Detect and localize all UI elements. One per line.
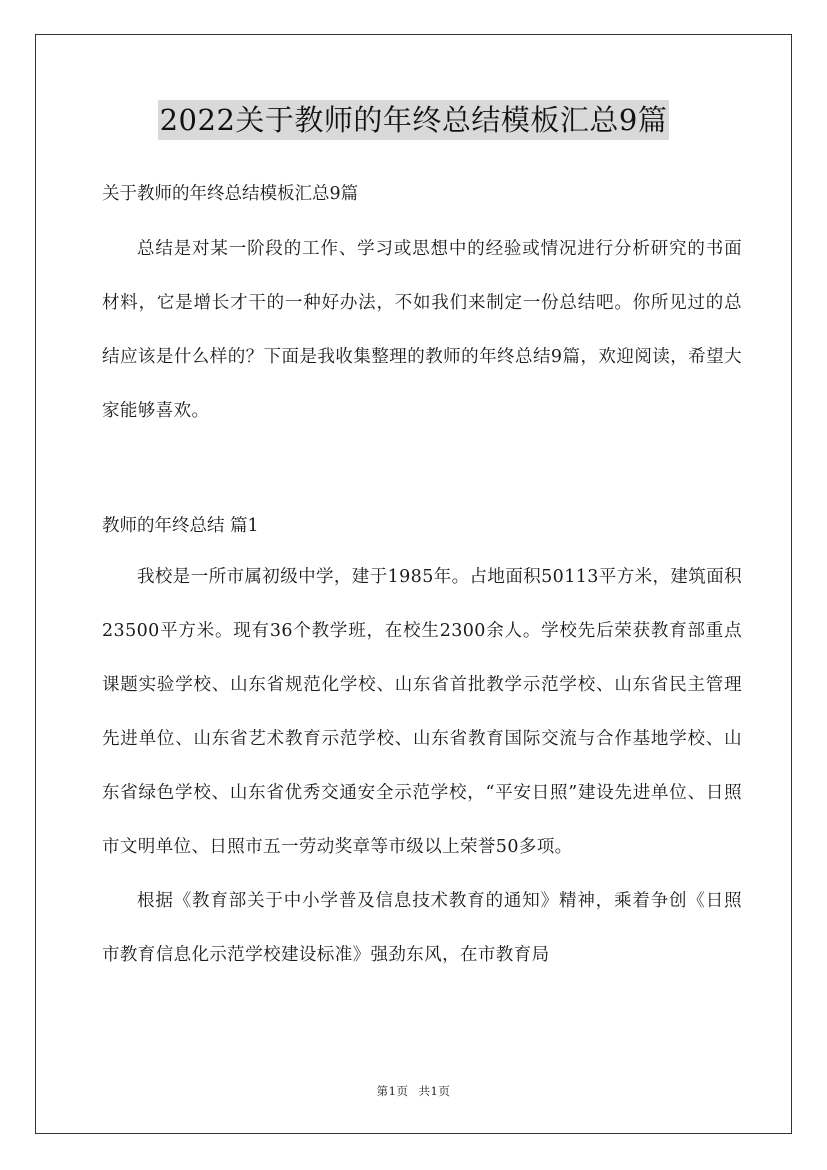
section-heading: 教师的年终总结 篇1 bbox=[102, 516, 259, 536]
document-body bbox=[102, 176, 742, 982]
page-total: 共1页 bbox=[418, 1084, 451, 1098]
document-subtitle: 关于教师的年终总结模板汇总9篇 bbox=[102, 184, 359, 204]
page-footer bbox=[0, 1083, 827, 1099]
section-paragraph-2: 根据《教育部关于中小学普及信息技术教育的通知》精神，乘着争创《日照市教育信息化示范学校建设标准》强劲东风，在市教育局 bbox=[102, 891, 742, 965]
section-paragraph-1: 我校是一所市属初级中学，建于1985年。占地面积50113平方米，建筑面积23500平方米。现有36个教学班，在校生2300余人。学校先后荣获教育部重点课题实验学校、山东省规范化学校、山东省首批教学示范学校、山东省民主管理先进单位、山东省艺术教育示范学校、山东省教育国际交流与合作基地学校、山东省绿色学校、山东省优秀交通安全示范学校，“平安日照”建设先进单位、日照市文明单位、日照市五一劳动奖章等市级以上荣誉50多项。 bbox=[102, 567, 743, 857]
document-title: 2022关于教师的年终总结模板汇总9篇 bbox=[158, 100, 670, 140]
title-container bbox=[0, 100, 827, 140]
intro-paragraph: 总结是对某一阶段的工作、学习或思想中的经验或情况进行分析研究的书面材料，它是增长才干的一种好办法，不如我们来制定一份总结吧。你所见过的总结应该是什么样的？下面是我收集整理的教师的年终总结9篇，欢迎阅读，希望大家能够喜欢。 bbox=[102, 239, 742, 421]
page-number: 第1页 bbox=[376, 1084, 409, 1098]
